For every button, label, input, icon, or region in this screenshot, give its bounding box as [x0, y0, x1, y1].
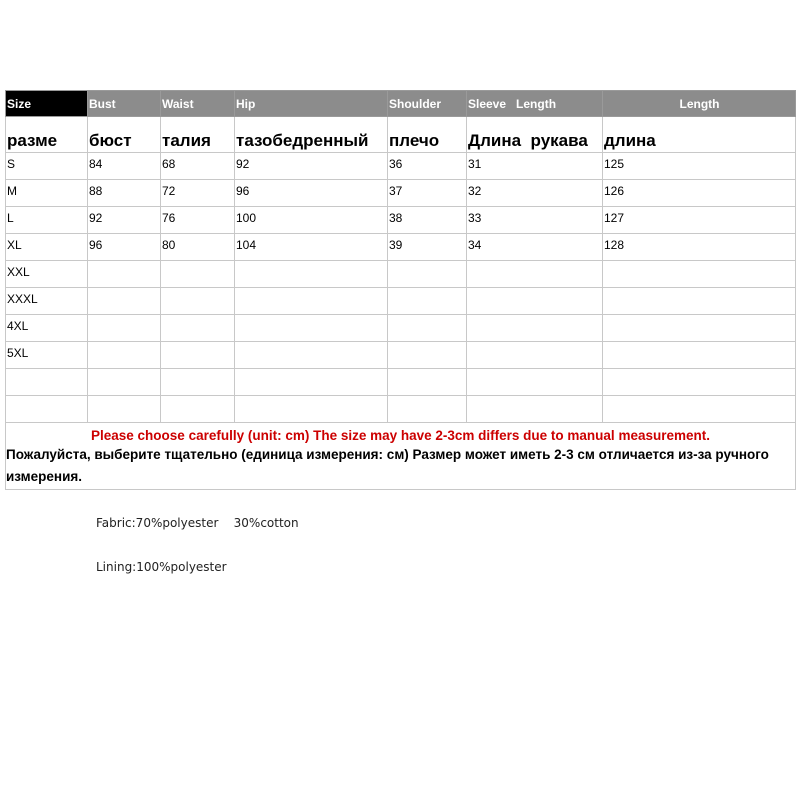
cell-waist	[161, 288, 235, 315]
cell-shoulder: 36	[388, 153, 467, 180]
cell-bust	[88, 369, 161, 396]
cell-length: 125	[603, 153, 796, 180]
cell-shoulder	[388, 342, 467, 369]
cell-shoulder: 38	[388, 207, 467, 234]
table-row	[6, 261, 796, 288]
cell-waist: 80	[161, 234, 235, 261]
fabric-composition: Fabric:70%polyester 30%cotton	[96, 516, 299, 530]
cell-size: M	[6, 180, 88, 207]
header-ru-size: разме	[6, 117, 88, 153]
cell-bust	[88, 342, 161, 369]
cell-hip: 100	[235, 207, 388, 234]
cell-shoulder: 37	[388, 180, 467, 207]
cell-bust	[88, 315, 161, 342]
table-row	[6, 396, 796, 423]
notice-english: Please choose carefully (unit: cm) The size may have 2-3cm differs due to manual measurement.	[91, 428, 710, 443]
header-waist: Waist	[161, 91, 235, 117]
cell-bust	[88, 288, 161, 315]
cell-shoulder: 39	[388, 234, 467, 261]
cell-bust: 96	[88, 234, 161, 261]
cell-size: L	[6, 207, 88, 234]
cell-sleeve-length	[467, 369, 603, 396]
cell-bust	[88, 396, 161, 423]
cell-sleeve-length	[467, 261, 603, 288]
table-row	[6, 369, 796, 396]
cell-sleeve-length: 33	[467, 207, 603, 234]
cell-waist: 68	[161, 153, 235, 180]
cell-shoulder	[388, 261, 467, 288]
cell-hip: 104	[235, 234, 388, 261]
cell-waist	[161, 396, 235, 423]
cell-size	[6, 369, 88, 396]
cell-length: 126	[603, 180, 796, 207]
header-ru-bust: бюст	[88, 117, 161, 153]
cell-waist: 76	[161, 207, 235, 234]
cell-sleeve-length	[467, 342, 603, 369]
cell-waist	[161, 369, 235, 396]
cell-sleeve-length	[467, 396, 603, 423]
cell-waist	[161, 261, 235, 288]
header-bust: Bust	[88, 91, 161, 117]
cell-length	[603, 369, 796, 396]
header-shoulder: Shoulder	[388, 91, 467, 117]
cell-bust: 88	[88, 180, 161, 207]
cell-size: XXXL	[6, 288, 88, 315]
cell-bust	[88, 261, 161, 288]
header-size: Size	[6, 91, 88, 117]
table-row	[6, 288, 796, 315]
cell-hip	[235, 369, 388, 396]
cell-shoulder	[388, 288, 467, 315]
cell-shoulder	[388, 369, 467, 396]
cell-sleeve-length: 32	[467, 180, 603, 207]
cell-hip	[235, 315, 388, 342]
cell-sleeve-length	[467, 315, 603, 342]
cell-bust: 84	[88, 153, 161, 180]
header-ru-sleeve-length: Длина рукава	[467, 117, 603, 153]
cell-length	[603, 342, 796, 369]
cell-size	[6, 396, 88, 423]
cell-hip	[235, 396, 388, 423]
header-row-russian	[6, 117, 796, 153]
cell-sleeve-length	[467, 288, 603, 315]
table-row	[6, 234, 796, 261]
table-row	[6, 342, 796, 369]
table-row	[6, 180, 796, 207]
header-sleeve-length: Sleeve Length	[467, 91, 603, 117]
cell-size: XXL	[6, 261, 88, 288]
notice-row	[6, 423, 796, 490]
header-ru-length: длина	[603, 117, 796, 153]
header-hip: Hip	[235, 91, 388, 117]
table-row	[6, 153, 796, 180]
table-row	[6, 315, 796, 342]
cell-waist	[161, 342, 235, 369]
cell-length	[603, 315, 796, 342]
cell-shoulder	[388, 315, 467, 342]
cell-hip	[235, 288, 388, 315]
cell-size: S	[6, 153, 88, 180]
notice-russian: Пожалуйста, выберите тщательно (единица измерения: см) Размер может иметь 2-3 см отличается из-за ручного измерения.	[6, 447, 769, 484]
cell-length	[603, 261, 796, 288]
cell-waist	[161, 315, 235, 342]
header-ru-hip: тазобедренный	[235, 117, 388, 153]
cell-size: 5XL	[6, 342, 88, 369]
notice-cell	[6, 423, 796, 490]
cell-bust: 92	[88, 207, 161, 234]
cell-shoulder	[388, 396, 467, 423]
table-row	[6, 207, 796, 234]
cell-length	[603, 396, 796, 423]
cell-hip	[235, 342, 388, 369]
cell-hip: 96	[235, 180, 388, 207]
cell-waist: 72	[161, 180, 235, 207]
cell-sleeve-length: 34	[467, 234, 603, 261]
cell-sleeve-length: 31	[467, 153, 603, 180]
lining-composition: Lining:100%polyester	[96, 560, 227, 574]
cell-size: XL	[6, 234, 88, 261]
cell-hip: 92	[235, 153, 388, 180]
cell-length: 128	[603, 234, 796, 261]
cell-hip	[235, 261, 388, 288]
cell-length: 127	[603, 207, 796, 234]
header-row-english	[6, 91, 796, 117]
cell-length	[603, 288, 796, 315]
size-chart-body	[6, 91, 796, 490]
header-ru-shoulder: плечо	[388, 117, 467, 153]
cell-size: 4XL	[6, 315, 88, 342]
header-ru-waist: талия	[161, 117, 235, 153]
size-chart-table	[5, 90, 796, 490]
header-length: Length	[603, 91, 796, 117]
